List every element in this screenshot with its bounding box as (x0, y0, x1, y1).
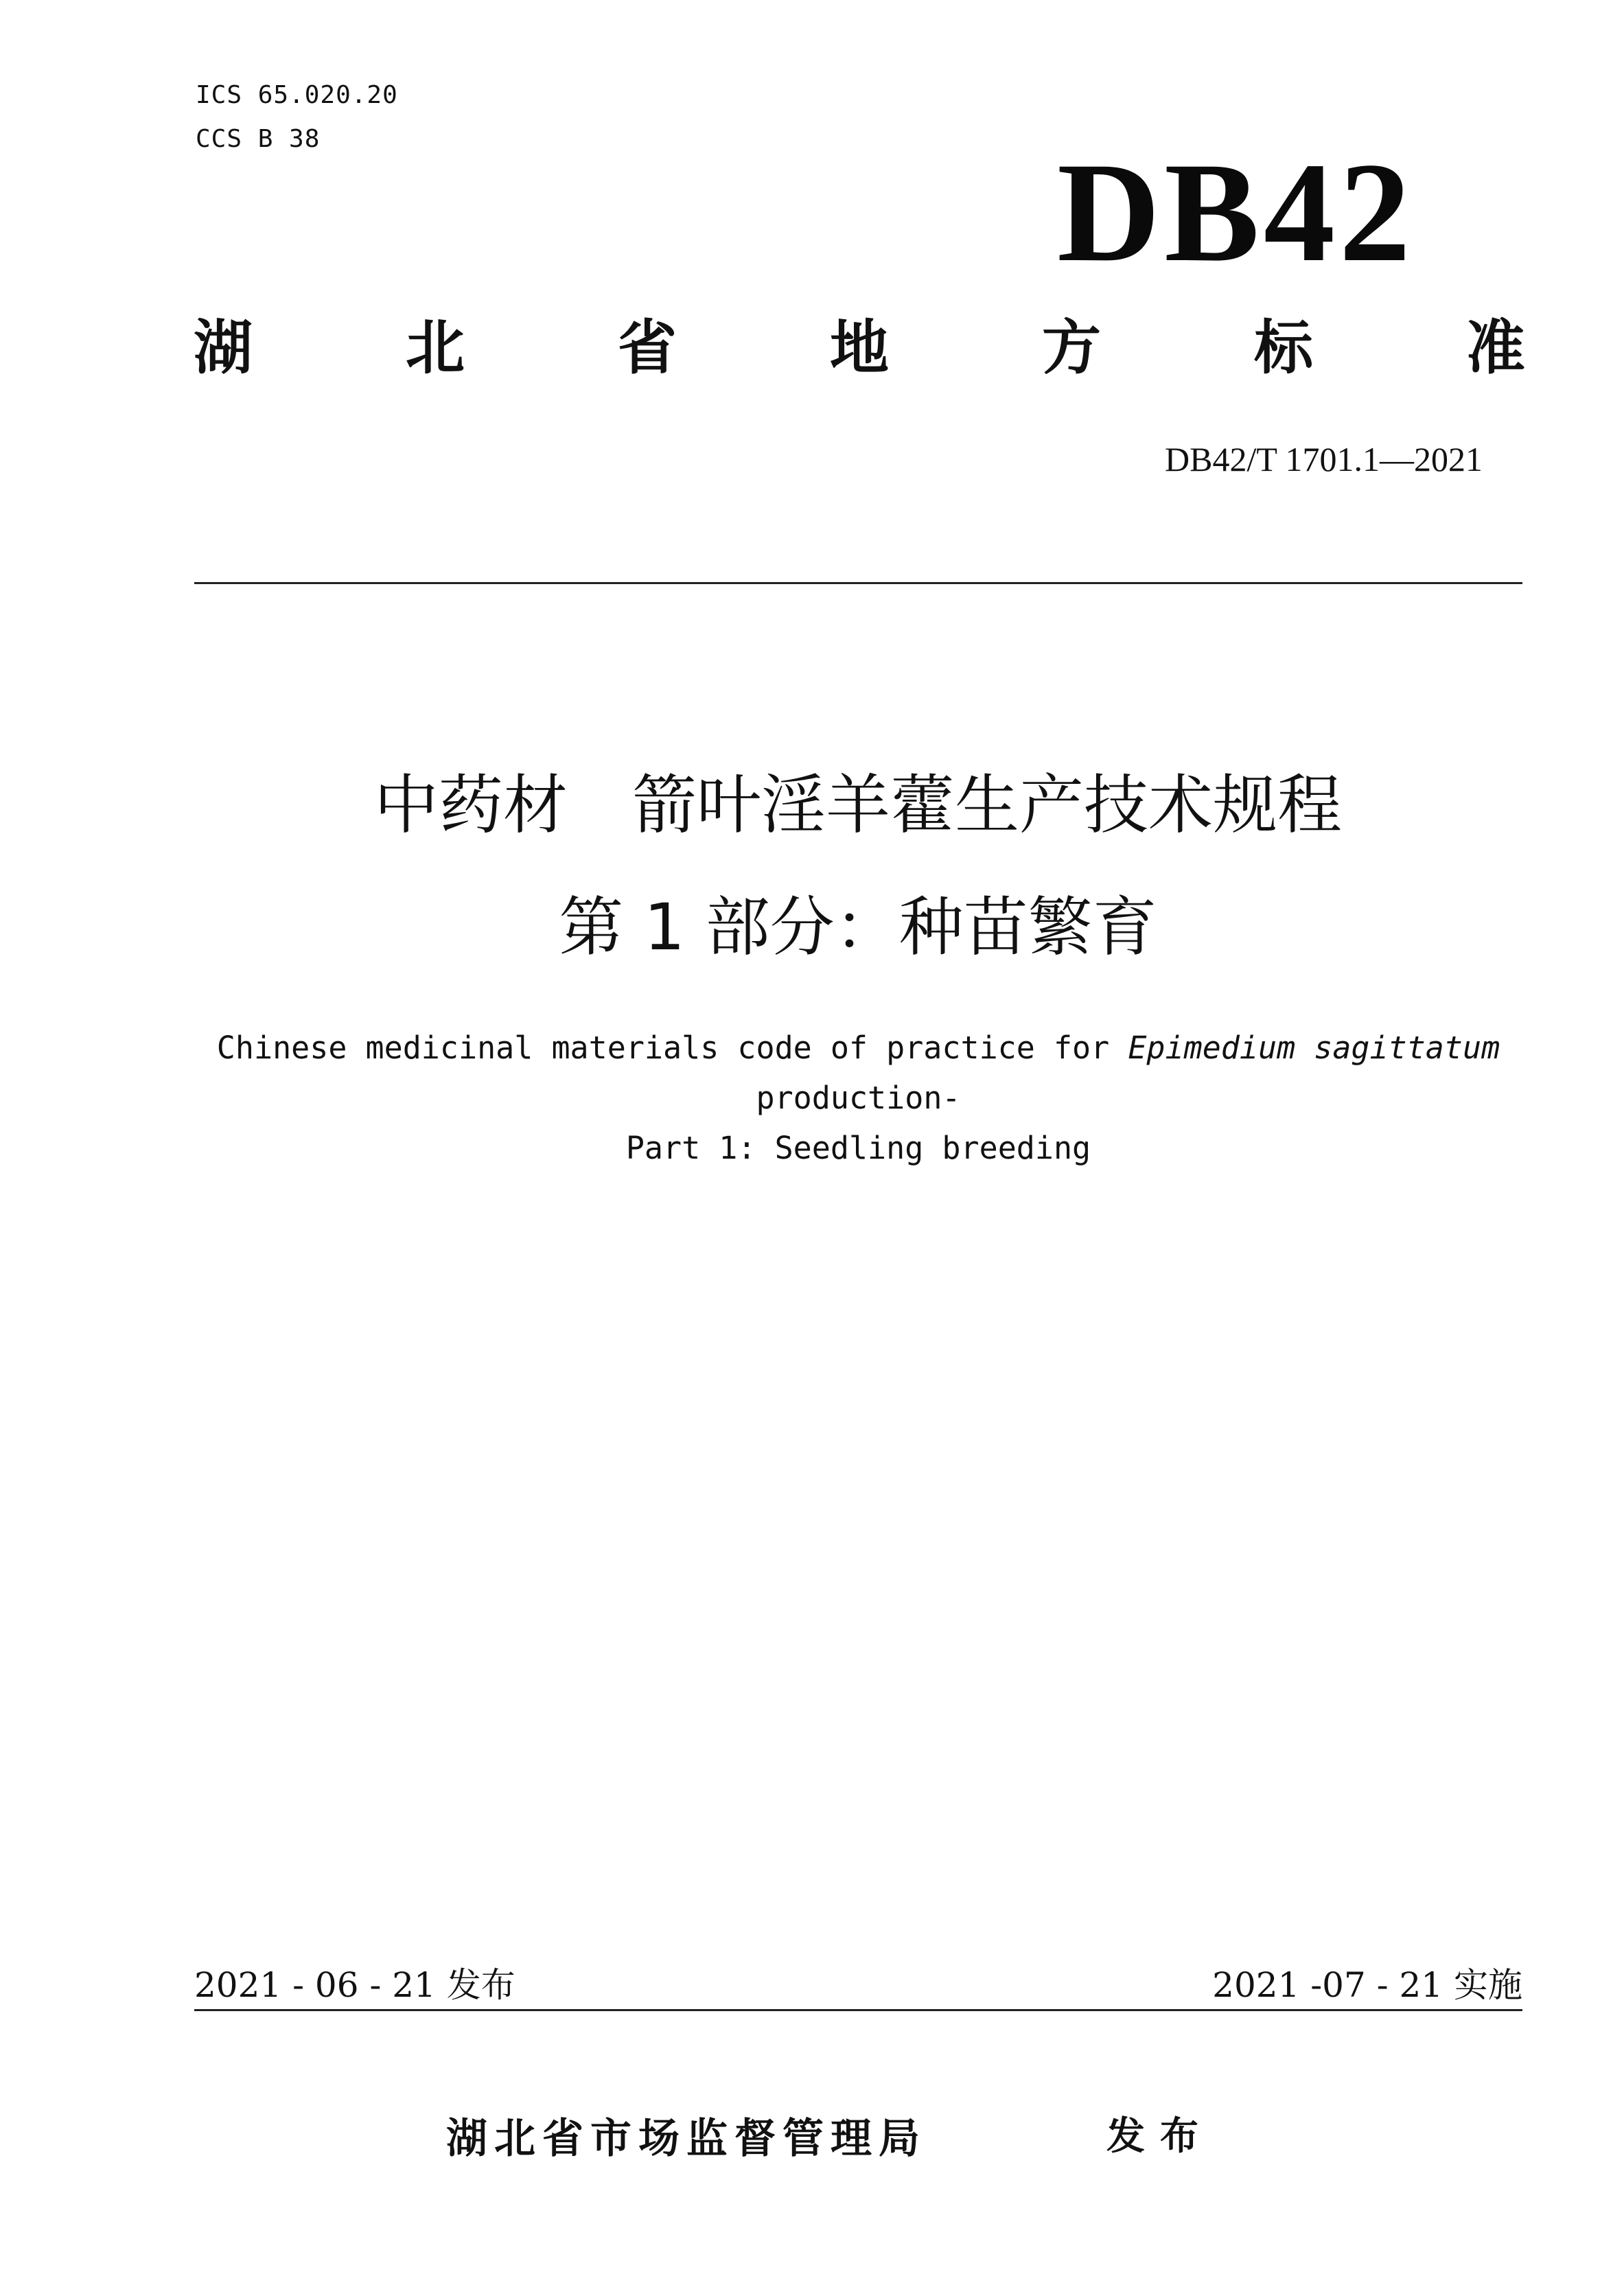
standard-type-char: 方 (1042, 314, 1101, 382)
implementation-date: 2021 -07 - 21 实施 (1212, 1965, 1522, 2005)
standard-type-char: 北 (406, 314, 465, 382)
standard-number: DB42/T 1701.1—2021 (1165, 440, 1483, 478)
standard-type-char: 省 (618, 314, 677, 382)
standard-type-char: 地 (830, 314, 889, 382)
issue-date: 2021 - 06 - 21 发布 (194, 1965, 515, 2005)
issuing-authority: 湖北省市场监督管理局 (446, 2115, 927, 2163)
standard-type-char: 标 (1254, 314, 1313, 382)
standard-type-char: 准 (1466, 314, 1525, 382)
standard-type-char: 湖 (194, 314, 253, 382)
title-cn-line2: 第 1 部分：种苗繁育 (559, 890, 1157, 965)
top-divider (194, 582, 1522, 584)
title-en-species: Epimedium sagittatum (1128, 1030, 1500, 1066)
ccs-code: CCS B 38 (196, 125, 321, 153)
issue-action: 发布 (1106, 2114, 1214, 2159)
title-en-prefix: Chinese medicinal materials code of practice for (216, 1030, 1128, 1066)
ics-code: ICS 65.020.20 (196, 81, 398, 109)
title-en-line2: production- (756, 1080, 961, 1116)
title-en-line3: Part 1: Seedling breeding (625, 1130, 1091, 1166)
title-en (194, 1023, 1522, 1173)
title-en-line1 (194, 1023, 1522, 1073)
title-cn-line1: 中药材 箭叶淫羊藿生产技术规程 (373, 768, 1342, 843)
standard-logo: DB42 (1057, 133, 1415, 291)
standard-type (194, 316, 1525, 381)
bottom-divider (194, 2009, 1522, 2011)
